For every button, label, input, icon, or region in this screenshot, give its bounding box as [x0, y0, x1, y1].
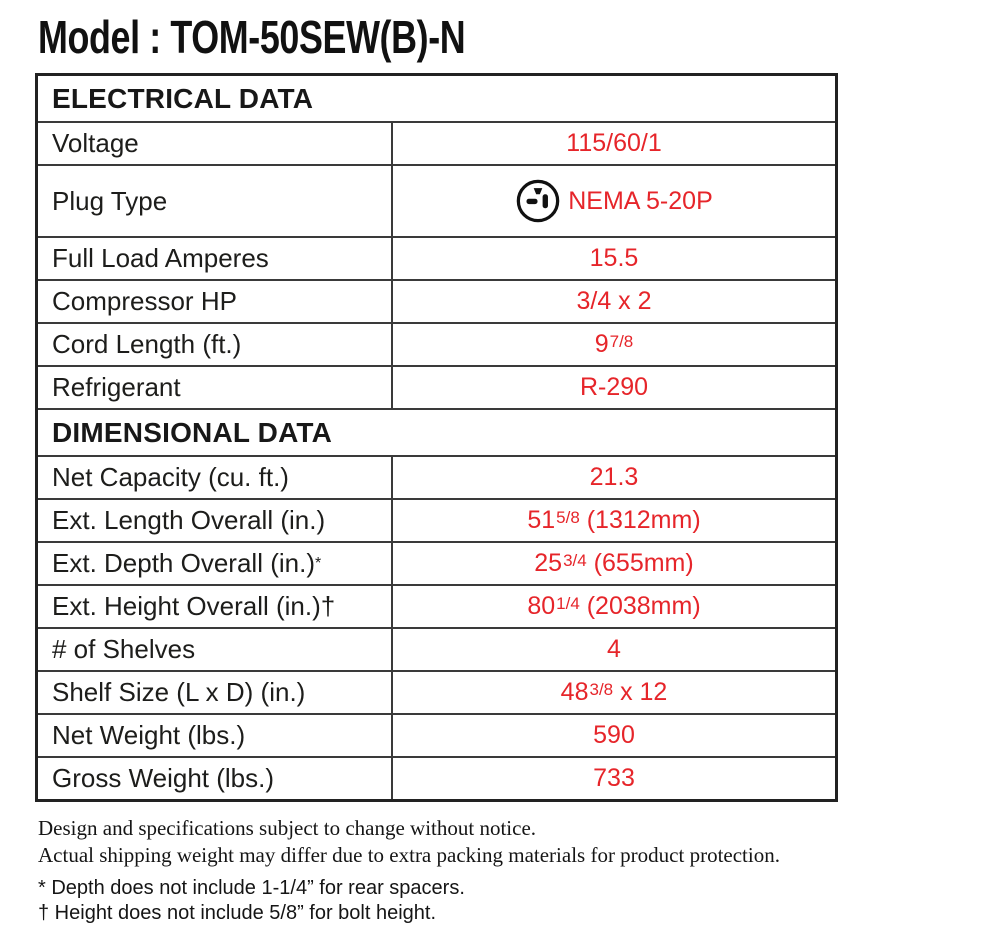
text-segment: Ext. Depth Overall (in.): [52, 548, 315, 578]
text-segment: Ext. Length Overall (in.): [52, 505, 326, 535]
section-header-electrical-data: ELECTRICAL DATA: [52, 82, 314, 114]
text-segment: (2038mm): [579, 592, 701, 620]
text-segment: Gross Weight (lbs.): [52, 763, 275, 793]
notes-block: [38, 815, 818, 926]
value-text: [566, 129, 661, 158]
value-text: [527, 506, 700, 535]
text-segment: NEMA 5-20P: [568, 186, 713, 215]
footnote-line: † Height does not include 5/8” for bolt height.: [38, 902, 437, 924]
text-segment: (655mm): [586, 549, 694, 577]
nema-5-20p-plug-icon: [515, 178, 561, 224]
table-row-gross-weight: [38, 756, 835, 799]
table-row-voltage: [38, 121, 835, 164]
text-segment: Shelf Size (L x D) (in.): [52, 677, 306, 707]
row-label: [38, 367, 391, 408]
text-segment: Voltage: [52, 128, 139, 158]
table-row-plug-type: [38, 164, 835, 236]
value-text: [593, 721, 635, 750]
value-text: [534, 549, 693, 578]
row-label: [38, 123, 391, 164]
value-text: [527, 592, 700, 621]
text-segment: (1312mm): [579, 506, 701, 534]
row-value: [391, 457, 835, 498]
table-row-net-weight: [38, 713, 835, 756]
text-segment: 590: [593, 721, 635, 749]
table-row-num-shelves: [38, 627, 835, 670]
text-segment: 115/60/1: [566, 129, 662, 157]
text-segment: Compressor HP: [52, 286, 237, 316]
footnote-line: * Depth does not include 1-1/4” for rear spacers.: [38, 877, 465, 899]
text-segment: Full Load Amperes: [52, 243, 269, 273]
value-text: [561, 678, 668, 707]
text-segment: 9: [594, 330, 609, 358]
row-value: [391, 758, 835, 799]
row-label: [38, 629, 391, 670]
text-segment: Net Weight (lbs.): [52, 720, 246, 750]
text-segment: 733: [593, 764, 635, 792]
table-row-ext-depth-overall: [38, 541, 835, 584]
text-segment: x 12: [613, 678, 668, 706]
text-segment: Cord Length (ft.): [52, 329, 242, 359]
table-row-compressor-hp: [38, 279, 835, 322]
row-label: Ext. Depth Overall (in.) *: [52, 548, 322, 578]
row-label: [38, 715, 391, 756]
row-value: [391, 586, 835, 627]
table-row-ext-length-overall: [38, 498, 835, 541]
row-value: [391, 629, 835, 670]
row-label: [38, 586, 391, 627]
text-segment: Ext. Height Overall (in.)†: [52, 591, 336, 621]
text-segment: Net Capacity (cu. ft.): [52, 462, 289, 492]
text-segment: 80: [527, 592, 556, 620]
note-line: Design and specifications subject to change without notice.: [38, 816, 537, 840]
table-row-cord-length: [38, 322, 835, 365]
table-row-full-load-amperes: [38, 236, 835, 279]
text-segment: 48: [560, 678, 589, 706]
row-value: [391, 543, 835, 584]
text-segment: 3/4 x 2: [576, 287, 652, 315]
text-segment: 25: [534, 549, 563, 577]
value-text: [568, 187, 713, 216]
row-value: [391, 238, 835, 279]
fraction-text: 3/4: [563, 551, 587, 570]
spec-table: [35, 73, 838, 802]
row-value: [391, 715, 835, 756]
text-segment: # of Shelves: [52, 634, 196, 664]
row-label: [38, 324, 391, 365]
row-value: [391, 324, 835, 365]
row-value: [391, 166, 835, 236]
value-text: [595, 330, 634, 359]
row-label: [38, 238, 391, 279]
value-text: [580, 373, 648, 402]
row-label: [38, 500, 391, 541]
footnotes-block: [38, 876, 818, 926]
fraction-text: 1/4: [556, 594, 580, 613]
row-label: [38, 457, 391, 498]
table-row-shelf-size: [38, 670, 835, 713]
page-title: Model : TOM-50SEW(B)-N: [38, 11, 466, 63]
fraction-text: 5/8: [556, 508, 580, 527]
text-segment: 15.5: [589, 244, 639, 272]
text-segment: 4: [607, 635, 621, 663]
row-value: [391, 281, 835, 322]
row-value: [391, 367, 835, 408]
value-text: [607, 635, 621, 664]
row-label: [38, 672, 391, 713]
row-value: [391, 123, 835, 164]
row-label: [38, 166, 391, 236]
text-segment: Plug Type: [52, 185, 168, 216]
row-label: [38, 281, 391, 322]
table-row-refrigerant: [38, 365, 835, 408]
text-segment: Refrigerant: [52, 372, 181, 402]
fraction-text: 3/8: [589, 680, 614, 699]
value-text: [576, 287, 651, 316]
row-value: [391, 500, 835, 541]
note-line: Actual shipping weight may differ due to extra packing materials for product protection.: [38, 843, 780, 867]
value-text: [590, 244, 639, 273]
text-segment: 21.3: [589, 463, 639, 491]
value-text: [590, 463, 639, 492]
value-text: [593, 764, 635, 793]
fraction-text: 7/8: [609, 332, 634, 351]
text-segment: R-290: [579, 373, 649, 401]
table-row-net-capacity: [38, 455, 835, 498]
text-segment: 51: [527, 506, 556, 534]
row-label: [38, 758, 391, 799]
table-row-ext-height-overall: [38, 584, 835, 627]
row-value: [391, 672, 835, 713]
section-header-dimensional-data: DIMENSIONAL DATA: [38, 408, 835, 455]
